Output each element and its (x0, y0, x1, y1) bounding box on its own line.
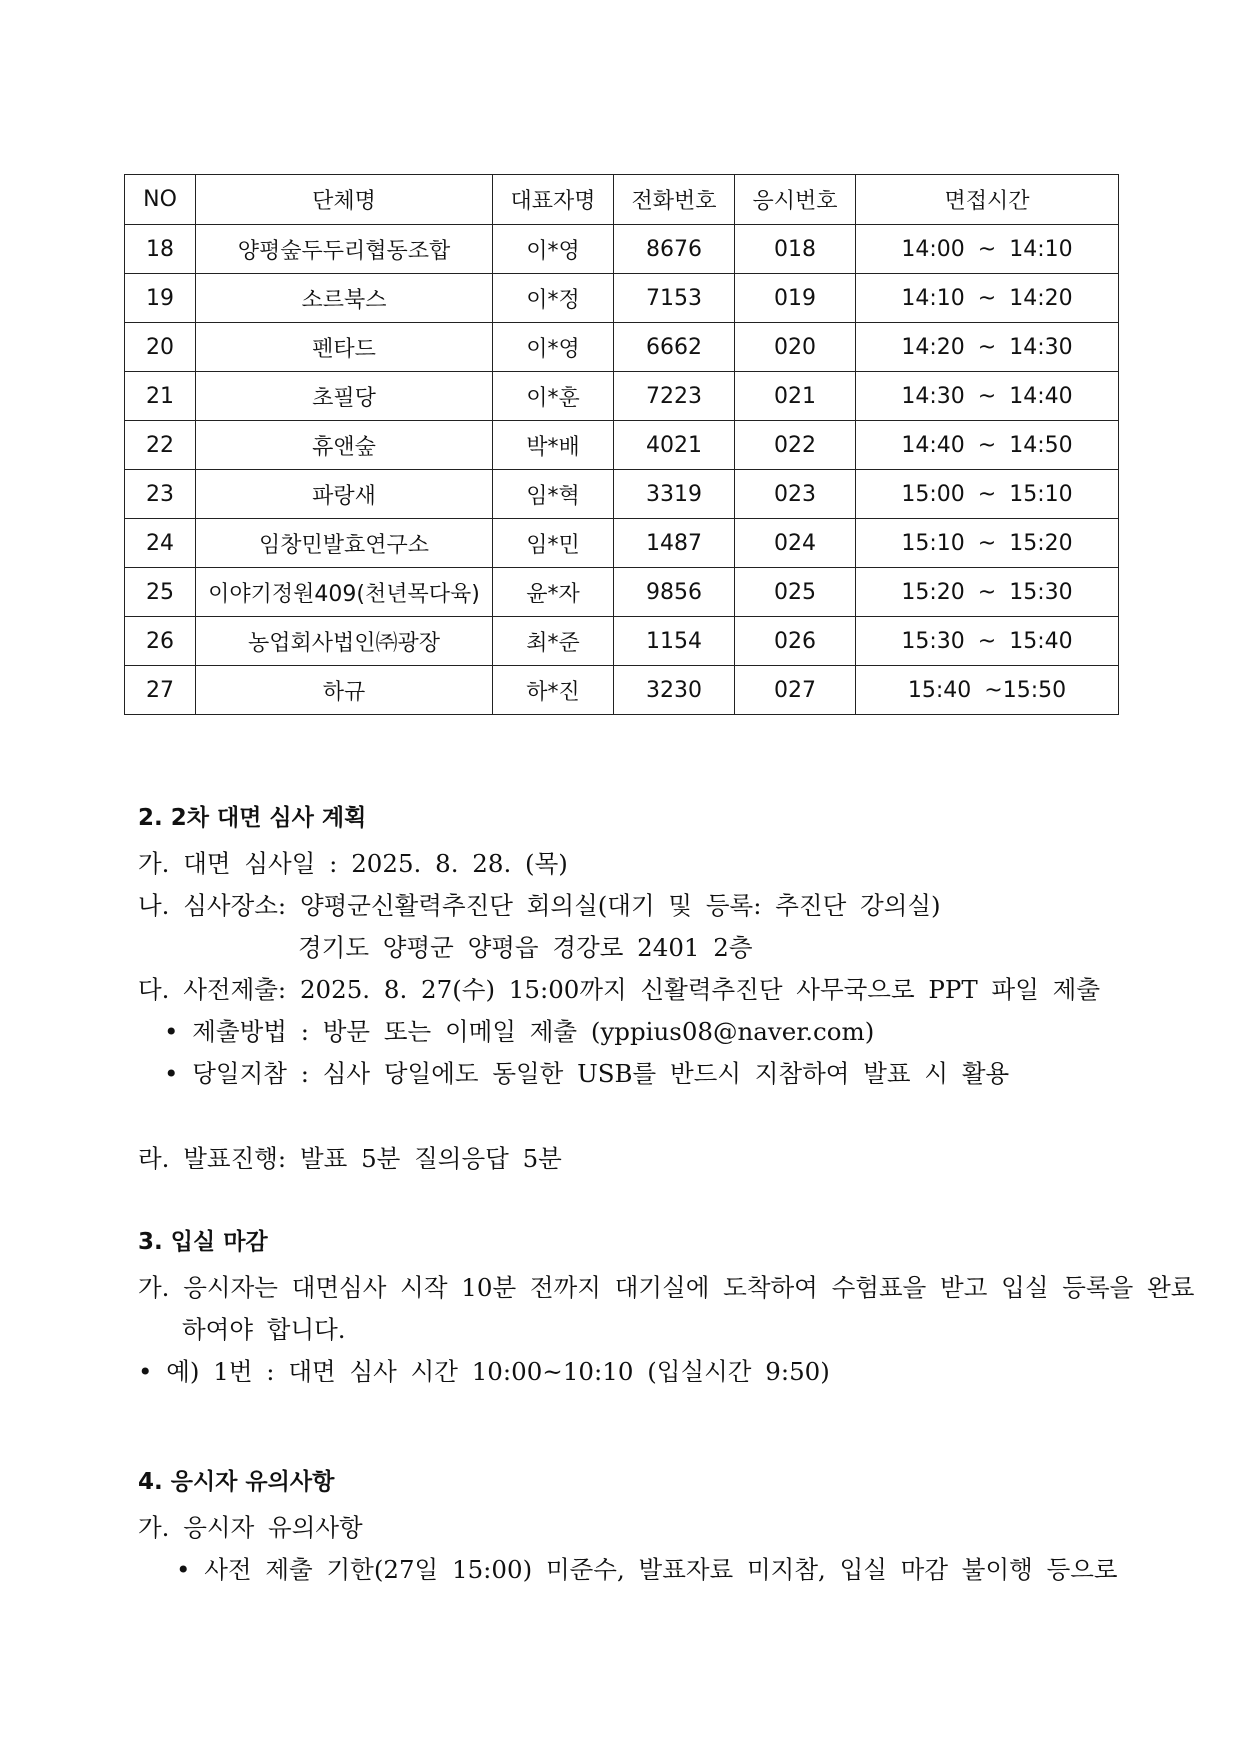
cell-interview-time: 14:10 ~ 14:20 (856, 274, 1119, 323)
table-row (125, 225, 1119, 274)
section2-item-na-address: 경기도 양평군 양평읍 경강로 2401 2층 (298, 933, 753, 962)
table-row (125, 372, 1119, 421)
cell-interview-time: 15:40 ~15:50 (856, 666, 1119, 715)
cell-exam-number: 025 (735, 568, 856, 617)
cell-organization: 임창민발효연구소 (196, 519, 493, 568)
interview-schedule-table (124, 174, 1119, 715)
cell-organization: 휴앤숲 (196, 421, 493, 470)
section3-item-ga: 가. 응시자는 대면심사 시작 10분 전까지 대기실에 도착하여 수험표을 받고 입실 등록을 완료 (138, 1273, 1195, 1302)
cell-no: 21 (125, 372, 196, 421)
table-row (125, 421, 1119, 470)
cell-organization: 소르북스 (196, 274, 493, 323)
cell-representative: 이*훈 (493, 372, 614, 421)
cell-organization: 하규 (196, 666, 493, 715)
cell-no: 27 (125, 666, 196, 715)
cell-no: 24 (125, 519, 196, 568)
cell-organization: 초필당 (196, 372, 493, 421)
cell-interview-time: 14:40 ~ 14:50 (856, 421, 1119, 470)
table-row (125, 470, 1119, 519)
cell-exam-number: 024 (735, 519, 856, 568)
table-row (125, 519, 1119, 568)
section2-da-bullet-bring: • 당일지참 : 심사 당일에도 동일한 USB를 반드시 지참하여 발표 시 활용 (164, 1059, 1010, 1088)
cell-representative: 하*진 (493, 666, 614, 715)
cell-organization: 농업회사법인㈜광장 (196, 617, 493, 666)
cell-no: 22 (125, 421, 196, 470)
table-row (125, 274, 1119, 323)
cell-exam-number: 022 (735, 421, 856, 470)
cell-exam-number: 027 (735, 666, 856, 715)
cell-no: 25 (125, 568, 196, 617)
header-interview-time: 면접시간 (856, 175, 1119, 225)
cell-no: 23 (125, 470, 196, 519)
section3-heading: 3. 입실 마감 (138, 1229, 268, 1255)
header-representative: 대표자명 (493, 175, 614, 225)
cell-exam-number: 020 (735, 323, 856, 372)
cell-organization: 이야기정원409(천년목다육) (196, 568, 493, 617)
cell-exam-number: 018 (735, 225, 856, 274)
section2-item-ga: 가. 대면 심사일 : 2025. 8. 28. (목) (138, 849, 568, 878)
cell-phone: 7223 (614, 372, 735, 421)
header-exam-number: 응시번호 (735, 175, 856, 225)
cell-exam-number: 021 (735, 372, 856, 421)
cell-exam-number: 019 (735, 274, 856, 323)
section2-item-ra: 라. 발표진행: 발표 5분 질의응답 5분 (138, 1144, 562, 1173)
table-row (125, 323, 1119, 372)
cell-no: 19 (125, 274, 196, 323)
cell-interview-time: 15:10 ~ 15:20 (856, 519, 1119, 568)
cell-organization: 양평숲두두리협동조합 (196, 225, 493, 274)
cell-interview-time: 14:30 ~ 14:40 (856, 372, 1119, 421)
cell-representative: 최*준 (493, 617, 614, 666)
table-row (125, 666, 1119, 715)
section2-heading: 2. 2차 대면 심사 계획 (138, 805, 367, 831)
cell-representative: 임*혁 (493, 470, 614, 519)
table-row (125, 568, 1119, 617)
section2-da-bullet-submission: • 제출방법 : 방문 또는 이메일 제출 (yppius08@naver.com) (164, 1017, 875, 1046)
table-header-row (125, 175, 1119, 225)
cell-representative: 임*민 (493, 519, 614, 568)
header-organization: 단체명 (196, 175, 493, 225)
cell-phone: 6662 (614, 323, 735, 372)
cell-phone: 3319 (614, 470, 735, 519)
cell-representative: 윤*자 (493, 568, 614, 617)
section4-heading: 4. 응시자 유의사항 (138, 1469, 335, 1495)
cell-interview-time: 15:20 ~ 15:30 (856, 568, 1119, 617)
cell-no: 26 (125, 617, 196, 666)
cell-no: 18 (125, 225, 196, 274)
cell-phone: 9856 (614, 568, 735, 617)
cell-organization: 펜타드 (196, 323, 493, 372)
cell-representative: 이*영 (493, 323, 614, 372)
cell-phone: 1154 (614, 617, 735, 666)
cell-interview-time: 14:00 ~ 14:10 (856, 225, 1119, 274)
header-phone: 전화번호 (614, 175, 735, 225)
cell-phone: 4021 (614, 421, 735, 470)
cell-representative: 박*배 (493, 421, 614, 470)
cell-phone: 1487 (614, 519, 735, 568)
cell-no: 20 (125, 323, 196, 372)
section2-item-da: 다. 사전제출: 2025. 8. 27(수) 15:00까지 신활력추진단 사무국으로 PPT 파일 제출 (138, 975, 1100, 1004)
section3-item-ga-continued: 하여야 합니다. (182, 1315, 346, 1344)
cell-exam-number: 026 (735, 617, 856, 666)
cell-organization: 파랑새 (196, 470, 493, 519)
cell-representative: 이*정 (493, 274, 614, 323)
cell-interview-time: 15:30 ~ 15:40 (856, 617, 1119, 666)
cell-representative: 이*영 (493, 225, 614, 274)
section4-item-ga: 가. 응시자 유의사항 (138, 1513, 363, 1542)
table-row (125, 617, 1119, 666)
section2-item-na: 나. 심사장소: 양평군신활력추진단 회의실(대기 및 등록: 추진단 강의실) (138, 891, 941, 920)
header-no: NO (125, 175, 196, 225)
cell-phone: 7153 (614, 274, 735, 323)
cell-interview-time: 15:00 ~ 15:10 (856, 470, 1119, 519)
cell-phone: 3230 (614, 666, 735, 715)
section3-example: • 예) 1번 : 대면 심사 시간 10:00~10:10 (입실시간 9:50) (138, 1357, 830, 1386)
section4-bullet-warning: • 사전 제출 기한(27일 15:00) 미준수, 발표자료 미지참, 입실 마감 불이행 등으로 (176, 1555, 1118, 1584)
cell-phone: 8676 (614, 225, 735, 274)
cell-interview-time: 14:20 ~ 14:30 (856, 323, 1119, 372)
cell-exam-number: 023 (735, 470, 856, 519)
